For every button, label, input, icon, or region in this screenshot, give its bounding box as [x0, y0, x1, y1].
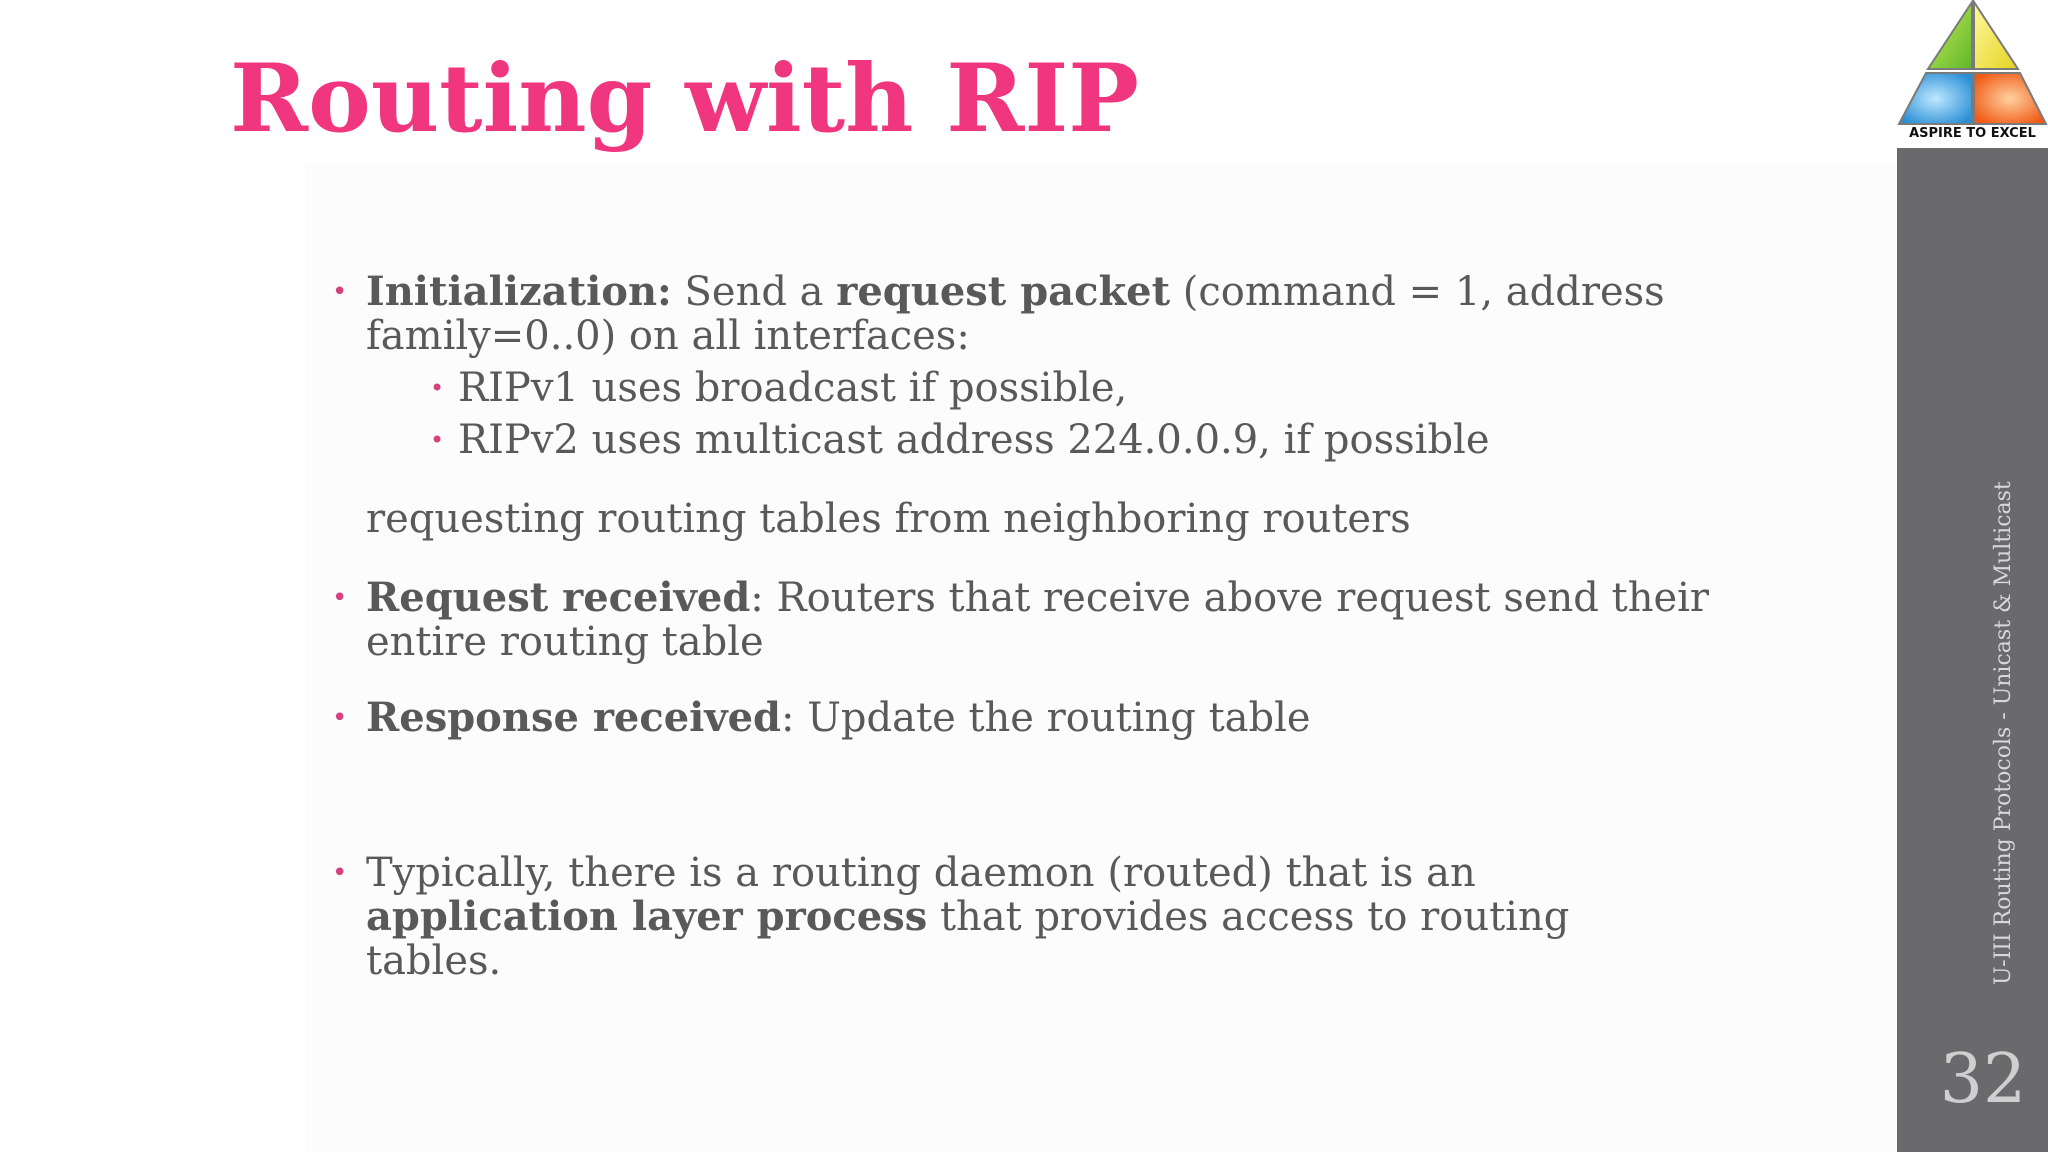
footer-course-title: U-III Routing Protocols - Unicast & Multicast — [1991, 481, 2016, 985]
ripv2-text: RIPv2 uses multicast address 224.0.0.9, if possible — [458, 417, 1490, 463]
requesting-text: requesting routing tables from neighboring routers — [366, 496, 1411, 542]
initialization-text-1: Send a — [671, 269, 837, 315]
sub-bullet-dot: • — [430, 374, 445, 402]
bullet-dot: • — [332, 583, 348, 613]
bullet-request-received — [330, 576, 1710, 664]
initialization-text-2: (command = 1, address family=0..0) on all interfaces: — [366, 269, 1665, 359]
sub-bullet-ripv2 — [330, 418, 1710, 462]
bullet-dot: • — [332, 277, 348, 307]
response-received-text: : Update the routing table — [781, 695, 1311, 741]
bullet-dot: • — [332, 858, 348, 888]
page-number: 32 — [1939, 1040, 2027, 1119]
initialization-label: Initialization: — [366, 268, 672, 315]
slide-body — [330, 270, 1710, 983]
application-layer-term: application layer process — [366, 893, 928, 940]
response-received-label: Response received — [366, 694, 782, 741]
sidebar — [1897, 0, 2048, 1152]
sub-bullet-dot: • — [430, 426, 445, 454]
bullet-response-received — [330, 696, 1710, 740]
request-received-text: : Routers that receive above request send their entire routing table — [366, 575, 1710, 665]
sub-bullet-ripv1 — [330, 366, 1710, 410]
slide-title: Routing with RIP — [230, 44, 1139, 154]
typically-text-1: Typically, there is a routing daemon (routed) that is an — [366, 850, 1476, 896]
request-received-label: Request received — [366, 574, 751, 621]
request-packet-term: request packet — [836, 268, 1171, 315]
logo-caption: ASPIRE TO EXCEL — [1909, 126, 2036, 141]
requesting-tables-line — [330, 497, 1710, 541]
bullet-initialization — [330, 270, 1710, 358]
bullet-dot: • — [332, 703, 348, 733]
ripv1-text: RIPv1 uses broadcast if possible, — [458, 365, 1128, 411]
bullet-typically — [330, 851, 1710, 983]
typically-text-2: that provides access to routing tables. — [366, 894, 1570, 984]
